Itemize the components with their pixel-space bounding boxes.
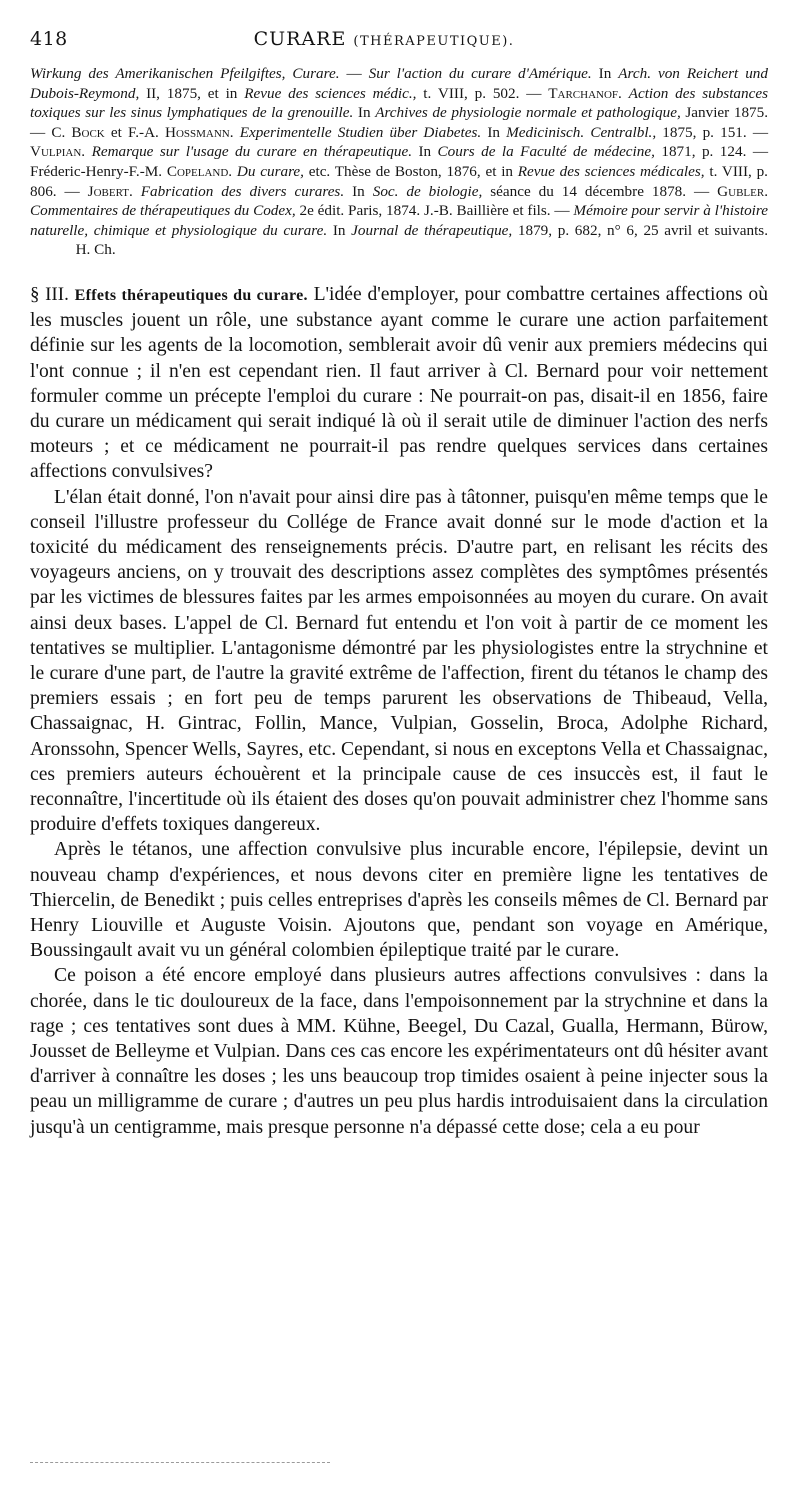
paragraph: L'élan était donné, l'on n'avait pour ainsi dire pas à tâtonner, puisqu'en même temps que le conseil l'illustre professeur du Collége de France avait donné sur le mode d'action et la toxicité du médicament des renseignements précis. D'autre part, en relisant les récits des voyageurs anciens, on y trouvait des descriptions assez complètes des symptômes présentés par les victimes de blessures faites par les armes empoisonnées au moyen du curare. On avait ainsi deux bases. L'appel de Cl. Bernard fut entendu et l'on voit à partir de ce moment les tentatives se multiplier. L'antagonisme démontré par les physiologistes entre la strychnine et le curare d'une part, de l'autre la gravité extrême de l'affection, firent du tétanos le champ des premiers essais ; en fort peu de temps parurent les observations de Thibeaud, Vella, Chassaignac, H. Gintrac, Follin, Mance, Vulpian, Gosselin, Broca, Adolphe Richard, Aronssohn, Spencer Wells, Sayres, etc. Cependant, si nous en exceptons Vella et Chassaignac, ces premiers auteurs échouèrent et la principale cause de ces insuccès est, il faut le reconnaître, l'incertitude où ils étaient des doses qu'on pouvait administrer chez l'homme sans produire d'effets toxiques dangereux. — [30, 486, 768, 836]
subtitle: (THÉRAPEUTIQUE). — [353, 34, 515, 49]
bibliography-run: séance du 14 décembre 1878. — — [482, 182, 718, 200]
bibliography-run: Remarque sur l'usage du curare en thérapeutique. — [91, 143, 412, 161]
bibliography-run: In — [327, 221, 352, 239]
bibliography-run: 1871, p. 124. — Fréderic-Henry-F.-M. — [30, 143, 769, 180]
bibliography-run: Revue des sciences médic., — [244, 84, 417, 102]
bibliography-run: Janvier 1875. — C. — [30, 104, 769, 141]
bibliography-run — [133, 183, 141, 200]
paragraph: Après le tétanos, une affection convulsive plus incurable encore, l'épilepsie, devint un nouveau champ d'expériences, et nous devons citer en première ligne les tentatives de Thiercelin, de Benedikt ; puis celles entreprises d'après les conseils mêmes de Cl. Bernard par Henry Liouville et Auguste Voisin. Ajoutons que, pendant son voyage en Amérique, Boussingault avait vu un général colombien épileptique traité par le curare. — [30, 839, 768, 962]
bibliography-run — [622, 85, 629, 102]
bibliography-run: Bock — [71, 123, 105, 141]
bibliography-run: Hossmann. — [164, 123, 234, 141]
bibliography-run: Mémoire pour servir à l'histoire naturelle, chimique et physiologique du curare. — [30, 202, 768, 239]
bibliography-run: Experimentelle Studien über Diabetes. — [239, 123, 482, 141]
bibliography-run: In — [353, 104, 376, 122]
bibliography-run: 1879, p. 682, n° 6, 25 avril et suivants. — [512, 221, 768, 239]
bibliography-run: t. VIII, p. 806. — — [30, 162, 768, 200]
bibliography-run: Revue des sciences médicales, — [517, 162, 705, 180]
bibliography-run: In — [591, 65, 619, 82]
bibliography-run: In — [412, 143, 438, 161]
main-text — [30, 282, 768, 1140]
section-mark: § III. — [30, 283, 69, 305]
bibliography-run: etc. Thèse de Boston, 1876, et in — [303, 162, 518, 180]
bibliography-run: Tarchanof. — [548, 84, 622, 102]
bibliography-run: Commentaires de thérapeutiques du Codex, — [30, 202, 296, 220]
bibliography-run: Medicinisch. Centralbl., — [506, 123, 657, 141]
bibliography-run: — — [339, 65, 369, 82]
bibliography-run: Copeland. — [166, 162, 233, 180]
bibliography-run: Archives de physiologie normale et pathologique, — [375, 104, 681, 122]
paragraph: Ce poison a été encore employé dans plusieurs autres affections convulsives : dans la chorée, dans le tic douloureux de la face, dans l'empoisonnement par la strychnine et dans la rage ; ces tentatives sont dues à MM. Kühne, Beegel, Du Cazal, Gualla, Hermann, Bürow, Jousset de Belleyme et Vulpian. Dans ces cas encore les expérimentateurs ont dû hésiter avant d'arriver à connaître les doses ; les uns beaucoup trop timides osaient à peine injecter sous la peau un milligramme de curare ; d'autres un peu plus hardis introduisaient dans la circulation jusqu'à un centigramme, mais presque personne n'a dépassé cette dose; cela a eu pour — [30, 965, 768, 1138]
bibliography-run: Journal de thérapeutique, — [351, 221, 513, 239]
bibliography-run: Jobert. — [87, 182, 133, 200]
paragraph — [30, 282, 768, 485]
bibliography-run: Wirkung des Amerikanischen Pfeilgiftes, Curare. — [30, 65, 340, 82]
bibliography-run: 1875, p. 151. — — [656, 123, 769, 141]
running-header — [30, 28, 768, 62]
bibliography-run: Action des substances toxiques sur les sinus lymphatiques de la grenouille. — [30, 84, 769, 122]
bibliography-run: Fabrication des divers curares. — [140, 182, 345, 200]
bibliography-run: 2e édit. Paris, 1874. J.-B. Baillière et fils. — — [295, 202, 574, 220]
footer-rule — [30, 1462, 330, 1463]
bibliography-run: et F.-A. — [104, 123, 165, 141]
bibliography-run: Sur l'action du curare d'Amérique. — [368, 65, 592, 82]
bibliography-run: In — [481, 123, 507, 141]
bibliography-run: Cours de la Faculté de médecine, — [437, 143, 655, 161]
running-title — [90, 28, 768, 50]
bibliography-run: Arch. von Reichert und Dubois-Reymond, — [30, 65, 768, 102]
bibliography-run: Vulpian. — [30, 143, 86, 161]
bibliography-run: II, 1875, et in — [139, 84, 245, 102]
bibliography-text — [30, 65, 768, 239]
bibliography-run: Soc. de biologie, — [372, 182, 483, 200]
title: CURARE — [253, 28, 347, 50]
author-signature: H. Ch. — [75, 241, 116, 259]
page-number: 418 — [30, 28, 68, 50]
bibliography-run: t. VIII, p. 502. — — [416, 84, 549, 102]
page — [30, 28, 768, 1140]
section-heading: Effets thérapeutiques du curare. — [74, 286, 308, 304]
bibliography-run: Du curare, — [236, 162, 304, 180]
paragraph-text: L'idée d'employer, pour combattre certaines affections où les muscles jouent un rôle, une substance ayant comme le curare une action parfaitement définie sur les agents de la locomotion, semblerait avoir dû venir aux premiers médecins qui l'ont connue ; il n'en est cependant rien. Il faut arriver à Cl. Bernard pour voir nettement formuler comme un précepte l'emploi du curare : Ne pourrait-on pas, disait-il en 1856, faire du curare un médicament qui serait indiqué là où il serait utile de diminuer l'action des nerfs moteurs ; et ce médicament ne pourrait-il pas rendre quelques services dans certaines affections convulsives? — [30, 283, 769, 483]
bibliography-run: Gubler. — [717, 182, 768, 200]
bibliography-block — [30, 64, 768, 260]
bibliography-run: In — [344, 182, 373, 200]
